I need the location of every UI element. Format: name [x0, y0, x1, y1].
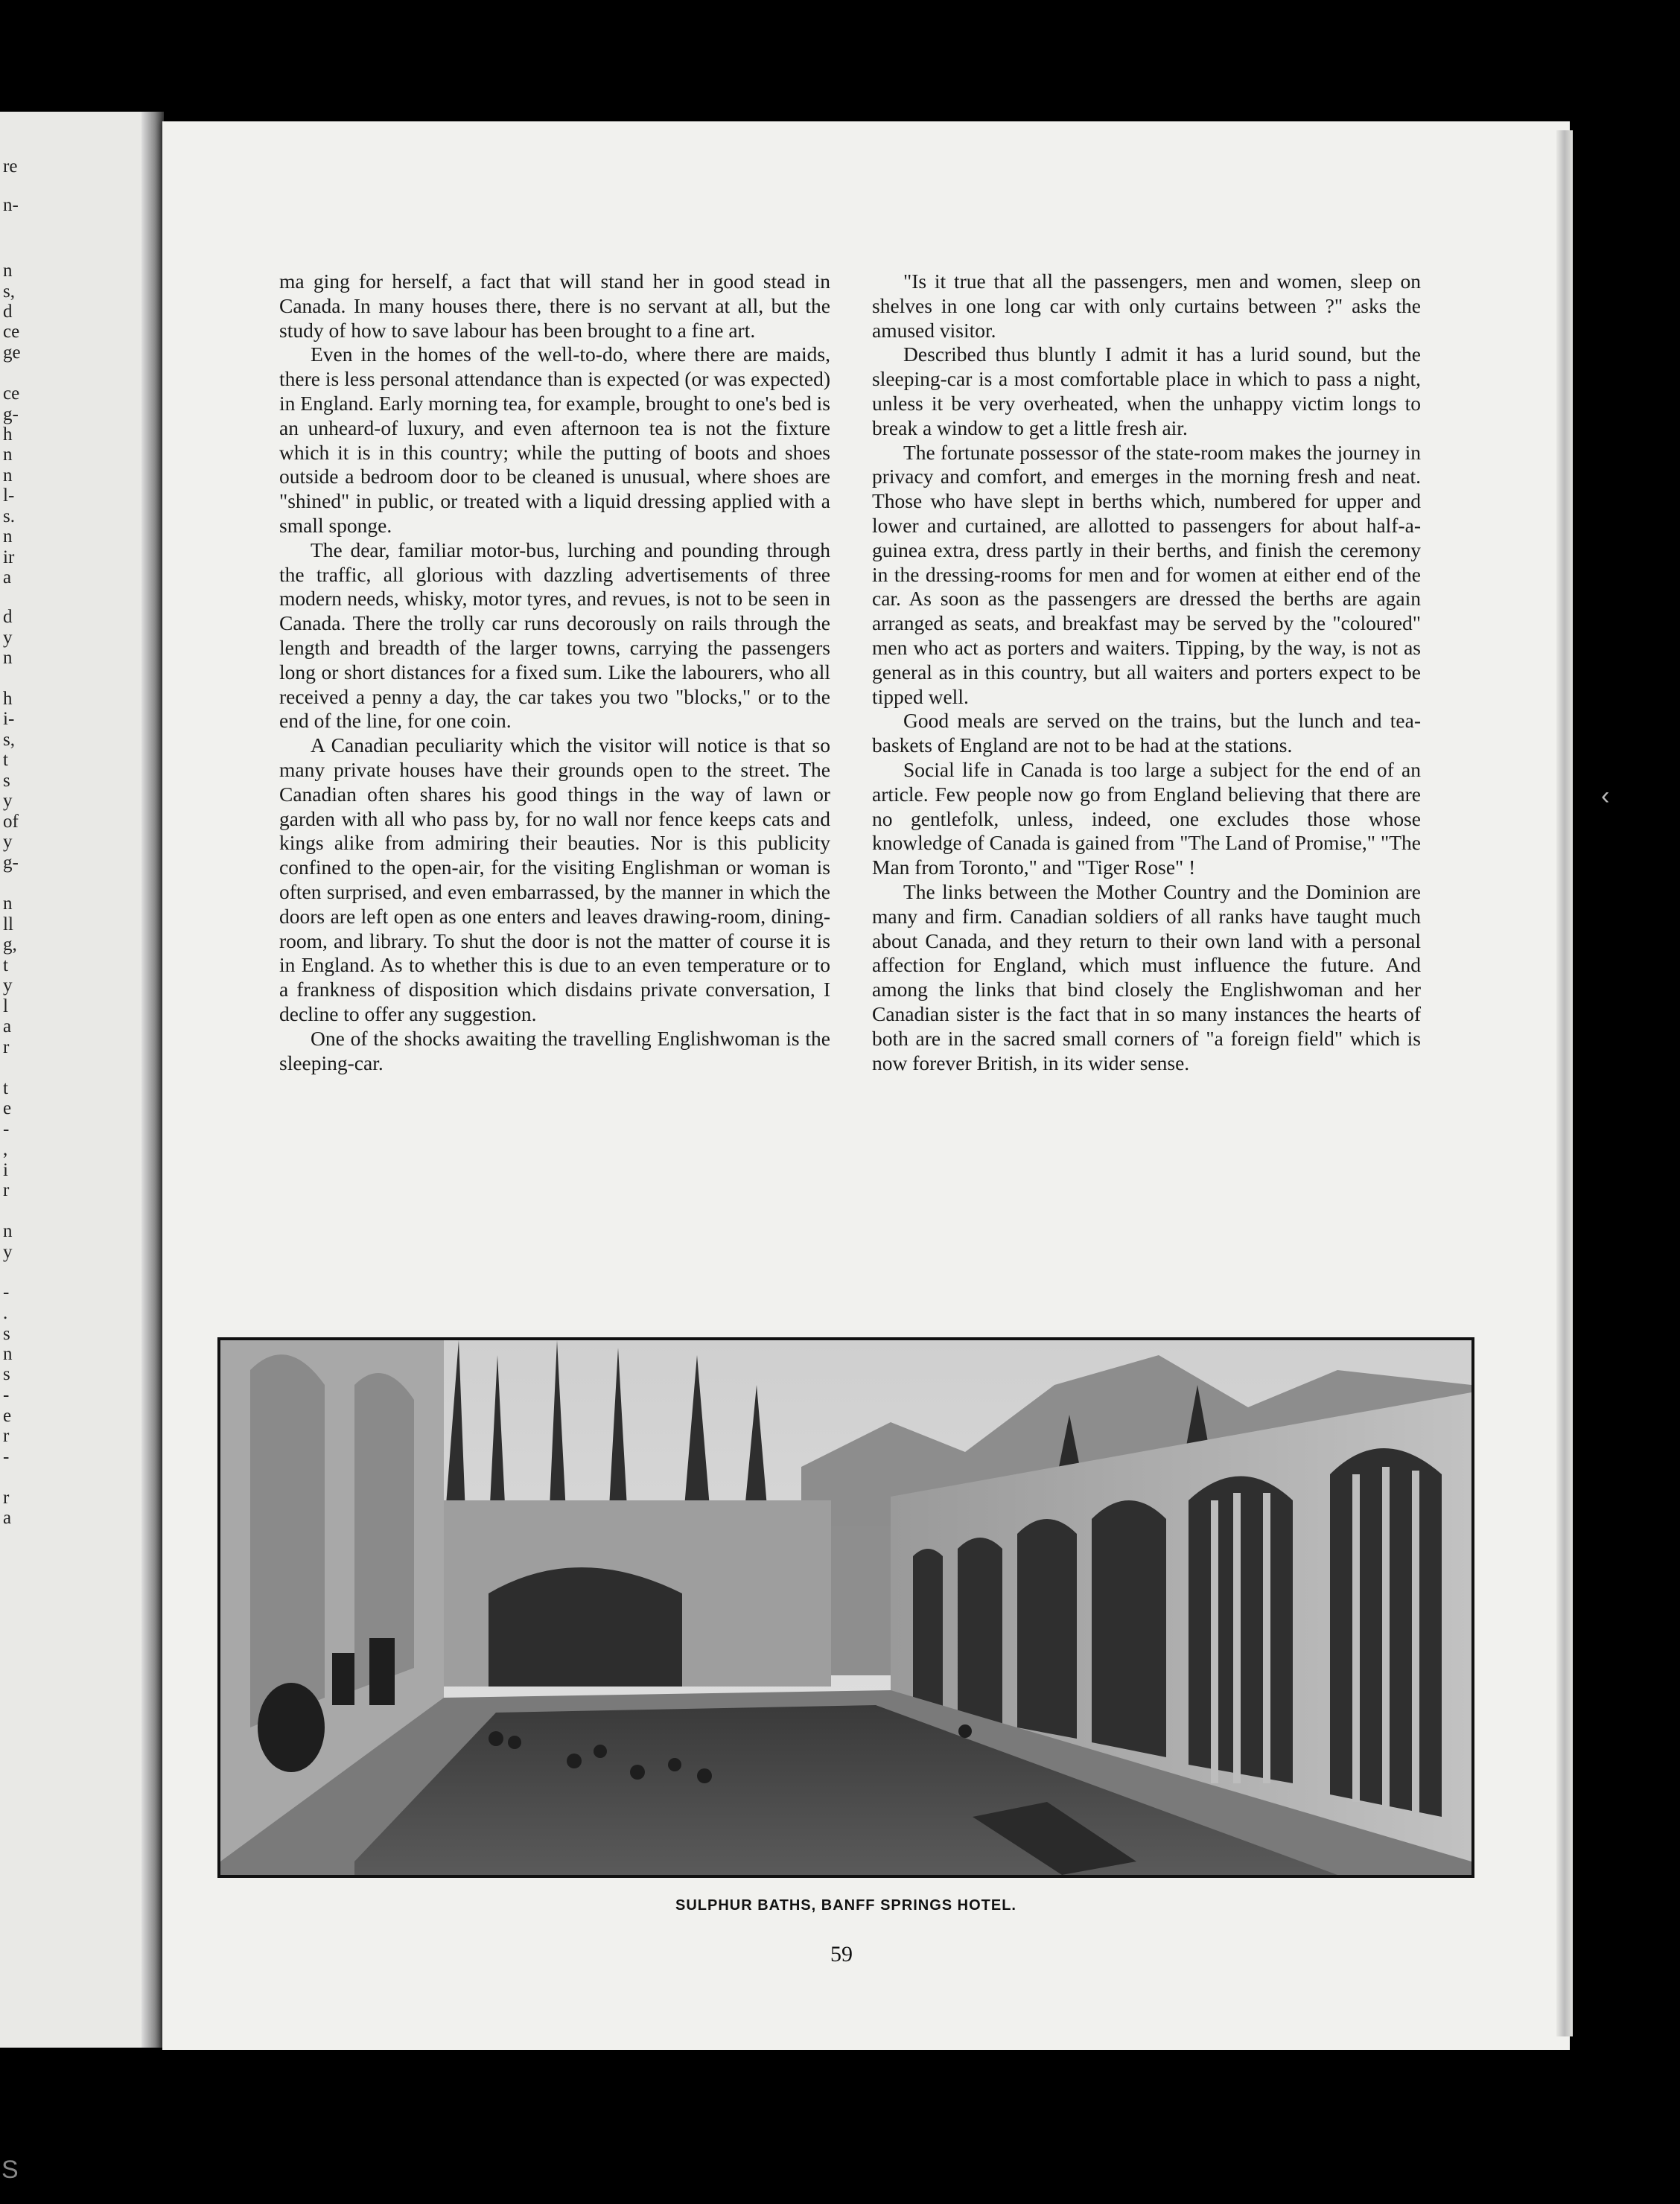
facing-page-text-fragment: ir — [3, 547, 15, 567]
facing-page-text-fragment: i — [3, 1160, 8, 1180]
facing-page-text-fragment: y — [3, 832, 13, 852]
facing-page-text-fragment: - — [3, 1385, 10, 1405]
facing-page-text-fragment: g, — [3, 934, 17, 955]
photo-illustration — [220, 1340, 1471, 1875]
facing-page-text-fragment: t — [3, 750, 8, 770]
bottom-mark: S — [1, 2156, 19, 2184]
book-gutter — [141, 112, 164, 2048]
facing-page-text-fragment: r — [3, 1488, 10, 1508]
facing-page-text-fragment: s. — [3, 506, 15, 526]
facing-page-text-fragment: y — [3, 975, 13, 996]
facing-page-text-fragment: h — [3, 689, 13, 709]
facing-page-text-fragment: , — [3, 1139, 8, 1159]
paragraph: ma ging for herself, a fact that will stand her in good stead in Canada. In many houses there, there is no servant at all, but the study of how to save labour has been brought to a fine art. — [279, 270, 830, 342]
facing-page-text-fragment: n — [3, 445, 13, 465]
facing-page-text-fragment: a — [3, 1508, 12, 1528]
paragraph: The links between the Mother Country and the Dominion are many and firm. Canadian soldiers of all ranks have taught much about Canada, and they return to their own land with a personal affection for England, which must influence the future. And among the links that bind closely the Englishwoman and her Canadian sister is the fact that in so many instances the hearts of both are in the sacred small corners of "a foreign field" which is now forever British, in its wider sense. — [872, 879, 1421, 1074]
facing-page-text-fragment: y — [3, 791, 13, 811]
facing-page-text-fragment: n — [3, 1344, 13, 1364]
facing-page-text-fragment: h — [3, 424, 13, 445]
paragraph: The dear, familiar motor-bus, lurching and pounding through the traffic, all glorious with dazzling advertisements of three modern needs, whisky, motor tyres, and revues, is not to be seen in Canada. There the trolly car runs decorously on rails through the length and breadth of the larger towns, carrying the passengers long or short distances for a fixed sum. Like the labourers, who all received a penny a day, the car takes you two "blocks," or to the end of the line, for one coin. — [279, 538, 830, 733]
facing-page-text-fragment: re — [3, 156, 18, 176]
facing-page-text-fragment: n — [3, 465, 13, 485]
facing-page-text-fragment: e — [3, 1098, 12, 1118]
facing-page-text-fragment: i- — [3, 709, 15, 729]
facing-page-text-fragment: l- — [3, 485, 15, 506]
paragraph: Described thus bluntly I admit it has a lurid sound, but the sleeping-car is a most comfortable place in which to pass a night, unless it be very overheated, when the unhappy victim longs to break a window to get a little fresh air. — [872, 343, 1421, 439]
facing-page-text-fragment: e — [3, 1406, 12, 1426]
facing-page-text-fragment: n — [3, 1221, 13, 1241]
facing-page-text-fragment: s — [3, 1324, 10, 1344]
facing-page-text-fragment: d — [3, 607, 13, 627]
page-edge — [1556, 130, 1573, 2036]
facing-page-text-fragment: n- — [3, 195, 19, 215]
facing-page-text-fragment: t — [3, 1078, 8, 1098]
photo-caption: SULPHUR BATHS, BANFF SPRINGS HOTEL. — [675, 1897, 1016, 1914]
facing-page-text-fragment: n — [3, 894, 13, 914]
paragraph: Social life in Canada is too large a subject for the end of an article. Few people now go from England believing that there are no gentlefolk, unless, indeed, one excludes those whose knowledge of Canada is gained from "The Land of Promise," "The Man from Toronto," and "Tiger Rose" ! — [872, 757, 1421, 879]
facing-page-text-fragment: n — [3, 526, 13, 547]
facing-page-text-fragment: ll — [3, 914, 13, 934]
text-column-left — [279, 270, 830, 1075]
facing-page-text-fragment: ce — [3, 322, 20, 342]
facing-page-text-fragment: a — [3, 1016, 12, 1036]
facing-page-text-fragment: s — [3, 1364, 10, 1384]
facing-page-text-fragment: ge — [3, 343, 21, 363]
facing-page — [0, 112, 153, 2048]
facing-page-text-fragment: n — [3, 648, 13, 668]
facing-page-text-fragment: - — [3, 1282, 10, 1302]
paragraph: The fortunate possessor of the state-room makes the journey in privacy and comfort, and emerges in the morning fresh and neat. Those who have slept in berths which, numbered for upper and lower and curtained, are allotted to passengers for about half-a-guinea extra, dress partly in their berths, and finish the ceremony in the dressing-rooms for men and for women at either end of the car. As soon as the passengers are dressed the berths are again arranged as seats, and breakfast may be served by the "coloured" men who act as porters and waiters. Tipping, by the way, is not as general as in this country, but all waiters and porters expect to be tipped well. — [872, 440, 1421, 708]
margin-mark: ‹ — [1601, 782, 1610, 810]
text-column-right — [872, 270, 1421, 1075]
paragraph: Even in the homes of the well-to-do, where there are maids, there is less personal attendance than is expected (or was expected) in England. Early morning tea, for example, brought to one's bed is an unheard-of luxury, and even afternoon tea is not the fixture which it is in this country; while the putting of boots and shoes outside a bedroom door to be cleaned is unusual, where shoes are "shined" in public, or treated with a liquid dressing applied with a small sponge. — [279, 343, 830, 537]
facing-page-text-fragment: r — [3, 1037, 10, 1057]
facing-page-text-fragment: a — [3, 567, 12, 587]
paragraph: One of the shocks awaiting the travelling Englishwoman is the sleeping-car. — [279, 1026, 830, 1074]
paragraph: A Canadian peculiarity which the visitor will notice is that so many private houses have their grounds open to the street. The Canadian often shares his good things in the way of lawn or garden with all who pass by, for no wall nor fence keeps cats and kings alike from admiring their beauties. Nor is this publicity confined to the open-air, for the visiting Englishman or woman is often surprised, and even embarrassed, by the manner in which the doors are left open as one enters and leaves drawing-room, dining-room, and library. To shut the door is not the matter of course it is in England. As to whether this is due to an even temperature or to a frankness of disposition which disdains private conversation, I decline to offer any suggestion. — [279, 733, 830, 1025]
facing-page-text-fragment: s — [3, 771, 10, 791]
photograph-sulphur-baths — [217, 1337, 1474, 1878]
facing-page-text-fragment: d — [3, 302, 13, 322]
facing-page-text-fragment: ce — [3, 383, 20, 404]
facing-page-text-fragment: r — [3, 1426, 10, 1446]
facing-page-text-fragment: - — [3, 1447, 10, 1467]
paragraph: Good meals are served on the trains, but the lunch and tea-baskets of England are not to be had at the stations. — [872, 709, 1421, 757]
facing-page-text-fragment: g- — [3, 853, 19, 873]
facing-page-text-fragment: - — [3, 1119, 10, 1139]
facing-page-text-fragment: . — [3, 1303, 8, 1323]
facing-page-text-fragment: of — [3, 812, 19, 832]
facing-page-text-fragment: n — [3, 261, 13, 281]
facing-page-text-fragment: s, — [3, 281, 15, 302]
facing-page-text-fragment: r — [3, 1180, 10, 1200]
page-number: 59 — [830, 1942, 853, 1966]
facing-page-text-fragment: g- — [3, 404, 19, 424]
facing-page-text-fragment: y — [3, 1242, 13, 1262]
paragraph: "Is it true that all the passengers, men and women, sleep on shelves in one long car with only curtains between ?" asks the amused visitor. — [872, 270, 1421, 342]
facing-page-text-fragment: l — [3, 996, 8, 1016]
facing-page-text-fragment: y — [3, 628, 13, 648]
facing-page-text-fragment: t — [3, 955, 8, 975]
facing-page-text-fragment: s, — [3, 730, 15, 750]
